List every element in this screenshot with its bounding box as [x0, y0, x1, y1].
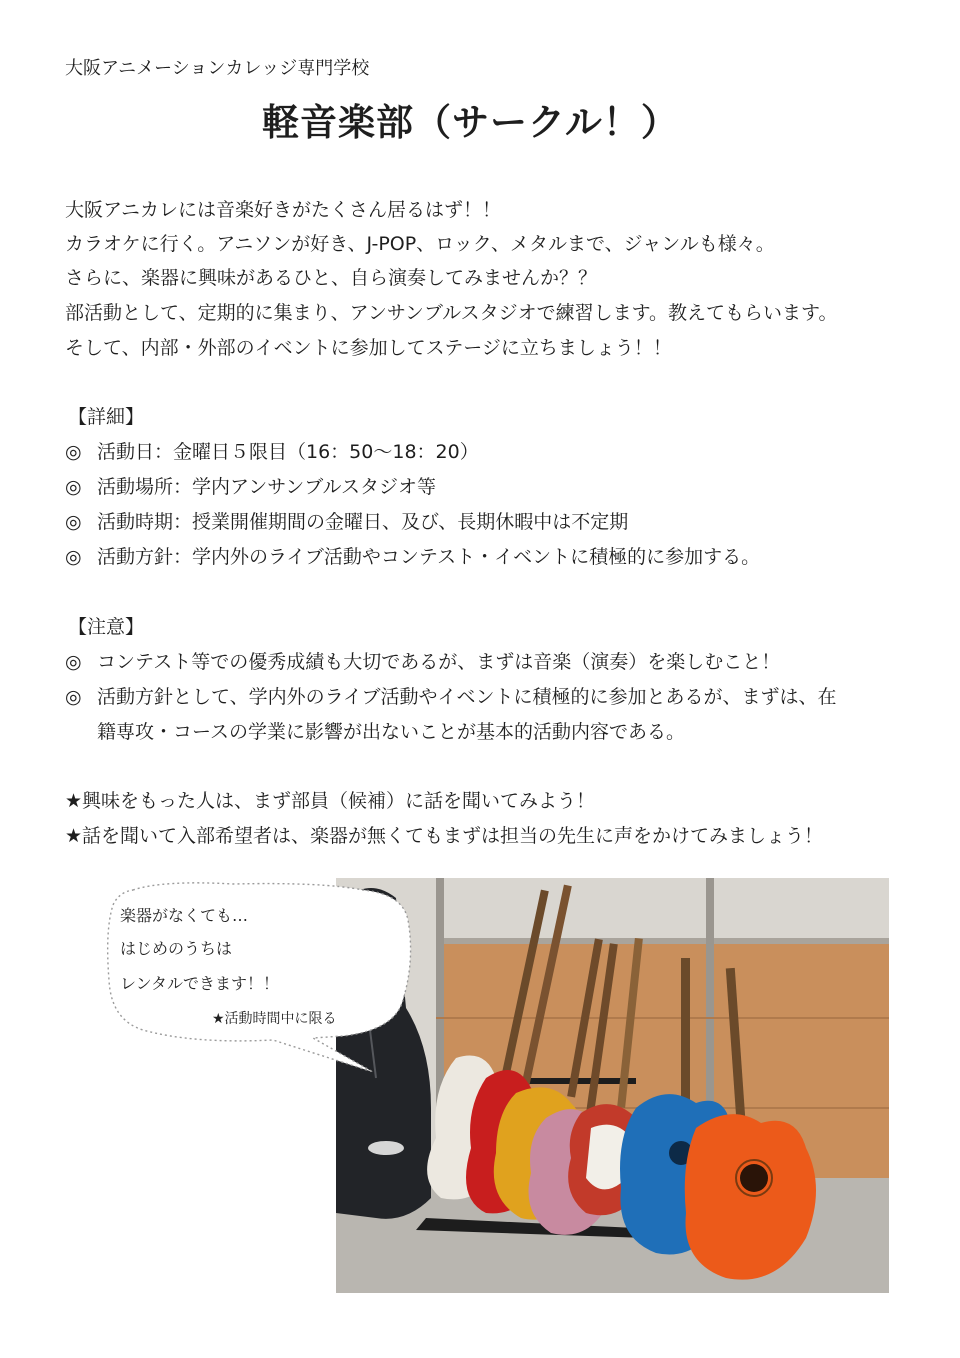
- case-brand-label: [368, 1141, 404, 1155]
- intro-line: さらに、楽器に興味があるひと、自ら演奏してみませんか？？: [65, 267, 598, 289]
- notes-item-text: コンテスト等での優秀成績も大切であるが、まずは音楽（演奏）を楽しむこと！: [97, 651, 781, 673]
- bullet-mark: ◎: [65, 686, 82, 708]
- notes-item: [65, 684, 836, 710]
- notes-heading: 【注意】: [68, 616, 145, 638]
- star-note: ★話を聞いて入部希望者は、楽器が無くてもまずは担当の先生に声をかけてみましょう！: [65, 825, 824, 847]
- details-item: [65, 439, 479, 465]
- details-item-text: 活動時期：授業開催期間の金曜日、及び、長期休暇中は不定期: [97, 511, 629, 533]
- intro-line: 部活動として、定期的に集まり、アンサンブルスタジオで練習します。教えてもらいます。: [65, 302, 838, 324]
- bullet-mark: ◎: [65, 511, 82, 533]
- bubble-line: 楽器がなくても…: [120, 906, 249, 925]
- intro-line: カラオケに行く。アニソンが好き、J-POP、ロック、メタルまで、ジャンルも様々。: [65, 233, 775, 255]
- bullet-mark: ◎: [65, 651, 82, 673]
- details-heading: 【詳細】: [68, 406, 145, 428]
- bullet-mark: ◎: [65, 441, 82, 463]
- intro-line: そして、内部・外部のイベントに参加してステージに立ちましょう！！: [65, 337, 672, 359]
- intro-line: 大阪アニカレには音楽好きがたくさん居るはず！！: [65, 199, 502, 221]
- details-item: [65, 509, 628, 535]
- details-item: [65, 544, 760, 570]
- bullet-mark: ◎: [65, 476, 82, 498]
- notes-item-continuation: 籍専攻・コースの学業に影響が出ないことが基本的活動内容である。: [97, 721, 686, 743]
- page-title: 軽音楽部（サークル！）: [262, 101, 679, 144]
- details-item-text: 活動日：金曜日５限目（16：50～18：20）: [97, 441, 479, 463]
- star-note: ★興味をもった人は、まず部員（候補）に話を聞いてみよう！: [65, 790, 596, 812]
- details-item-text: 活動場所：学内アンサンブルスタジオ等: [97, 476, 436, 498]
- details-item: [65, 474, 436, 500]
- bubble-note: ★活動時間中に限る: [212, 1011, 337, 1027]
- bubble-line: レンタルできます！！: [120, 974, 279, 993]
- school-name: 大阪アニメーションカレッジ専門学校: [65, 58, 370, 79]
- bubble-line: はじめのうちは: [120, 939, 233, 958]
- notes-item-text: 活動方針として、学内外のライブ活動やイベントに積極的に参加とあるが、まずは、在: [97, 686, 837, 708]
- bullet-mark: ◎: [65, 546, 82, 568]
- notes-item: [65, 649, 780, 675]
- details-item-text: 活動方針：学内外のライブ活動やコンテスト・イベントに積極的に参加する。: [97, 546, 761, 568]
